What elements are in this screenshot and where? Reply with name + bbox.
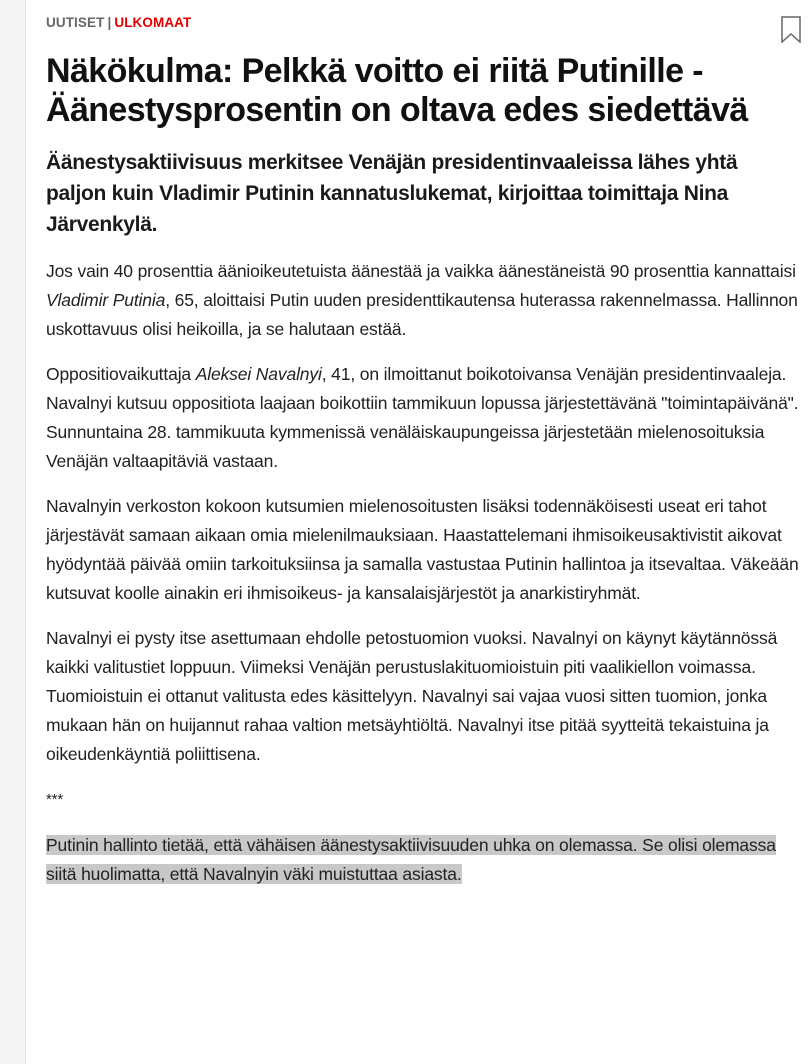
paragraph-3: Navalnyin verkoston kokoon kutsumien mielenosoitusten lisäksi todennäköisesti useat eri tahot järjestävät samaan aikaan omia mielenilmauksiaan. Haastattelemani ihmisoikeusaktivistit aikovat hyödyntää päivää omiin tarkoituksiinsa ja samalla vastustaa Putinin hallintoa ja itsevaltaa. Väkeään kutsuvat koolle ainakin eri ihmisoikeus- ja kansalaisjärjestöt ja anarkistiryhmät.: [46, 496, 799, 603]
paragraph-5-selected: [46, 831, 806, 889]
section-breadcrumb: [46, 15, 191, 31]
section-link-ulkomaat[interactable]: ULKOMAAT: [114, 15, 192, 30]
person-name: Aleksei Navalnyi: [195, 364, 322, 384]
selected-text[interactable]: Putinin hallinto tietää, että vähäisen äänestysaktiivisuuden uhka on olemassa. Se olisi olemassa siitä huolimatta, että Navalnyin väki muistuttaa asiasta.: [46, 835, 776, 884]
bookmark-button[interactable]: [781, 16, 801, 43]
headline: Näkökulma: Pelkkä voitto ei riitä Putinille - Äänestysprosentin on oltava edes siedettävä: [46, 52, 748, 129]
lede: Äänestysaktiivisuus merkitsee Venäjän presidentinvaaleissa lähes yhtä paljon kuin Vladimir Putinin kannatuslukemat, kirjoittaa toimittaja Nina Järvenkylä.: [46, 151, 738, 236]
paragraph-1: [46, 257, 806, 344]
left-gutter: [0, 0, 26, 1064]
paragraph-text: Oppositiovaikuttaja: [46, 364, 196, 384]
bookmark-icon: [781, 16, 801, 43]
person-name: Vladimir Putinia: [46, 290, 166, 310]
paragraph-text: , 65, aloittaisi Putin uuden presidenttikautensa huterassa rakennelmassa. Hallinnon uskottavuus olisi heikoilla, ja se halutaan estää.: [46, 290, 798, 339]
paragraph-text: Jos vain 40 prosenttia äänioikeutetuista äänestää ja vaikka äänestäneistä 90 prosenttia kannattaisi: [46, 261, 796, 281]
paragraph-4: Navalnyi ei pysty itse asettumaan ehdolle petostuomion vuoksi. Navalnyi on käynyt käytännössä kaikki valitustiet loppuun. Viimeksi Venäjän perustuslakituomioistuin piti vaalikiellon voimassa. Tuomioistuin ei ottanut valitusta edes käsittelyyn. Navalnyi sai vajaa vuosi sitten tuomion, jonka mukaan hän on huijannut rahaa valtion metsäyhtiöltä. Navalnyi itse pitää syytteitä tekaistuina ja oikeudenkäyntiä poliittisena.: [46, 628, 778, 764]
paragraph-2: [46, 360, 806, 476]
section-link-uutiset[interactable]: UUTISET: [46, 15, 105, 30]
section-separator: |: [107, 15, 112, 30]
section-separator-stars: ***: [46, 791, 64, 808]
paragraph-text: , 41, on ilmoittanut boikotoivansa Venäjän presidentinvaaleja. Navalnyi kutsuu oppositiota laajaan boikottiin tammikuun lopussa järjestettävänä "toimintapäivänä". Sunnuntaina 28. tammikuuta kymmenissä venäläiskaupungeissa järjestetään mielenosoituksia Venäjän valtaapitäviä vastaan.: [46, 364, 799, 471]
article-body: [46, 257, 806, 905]
